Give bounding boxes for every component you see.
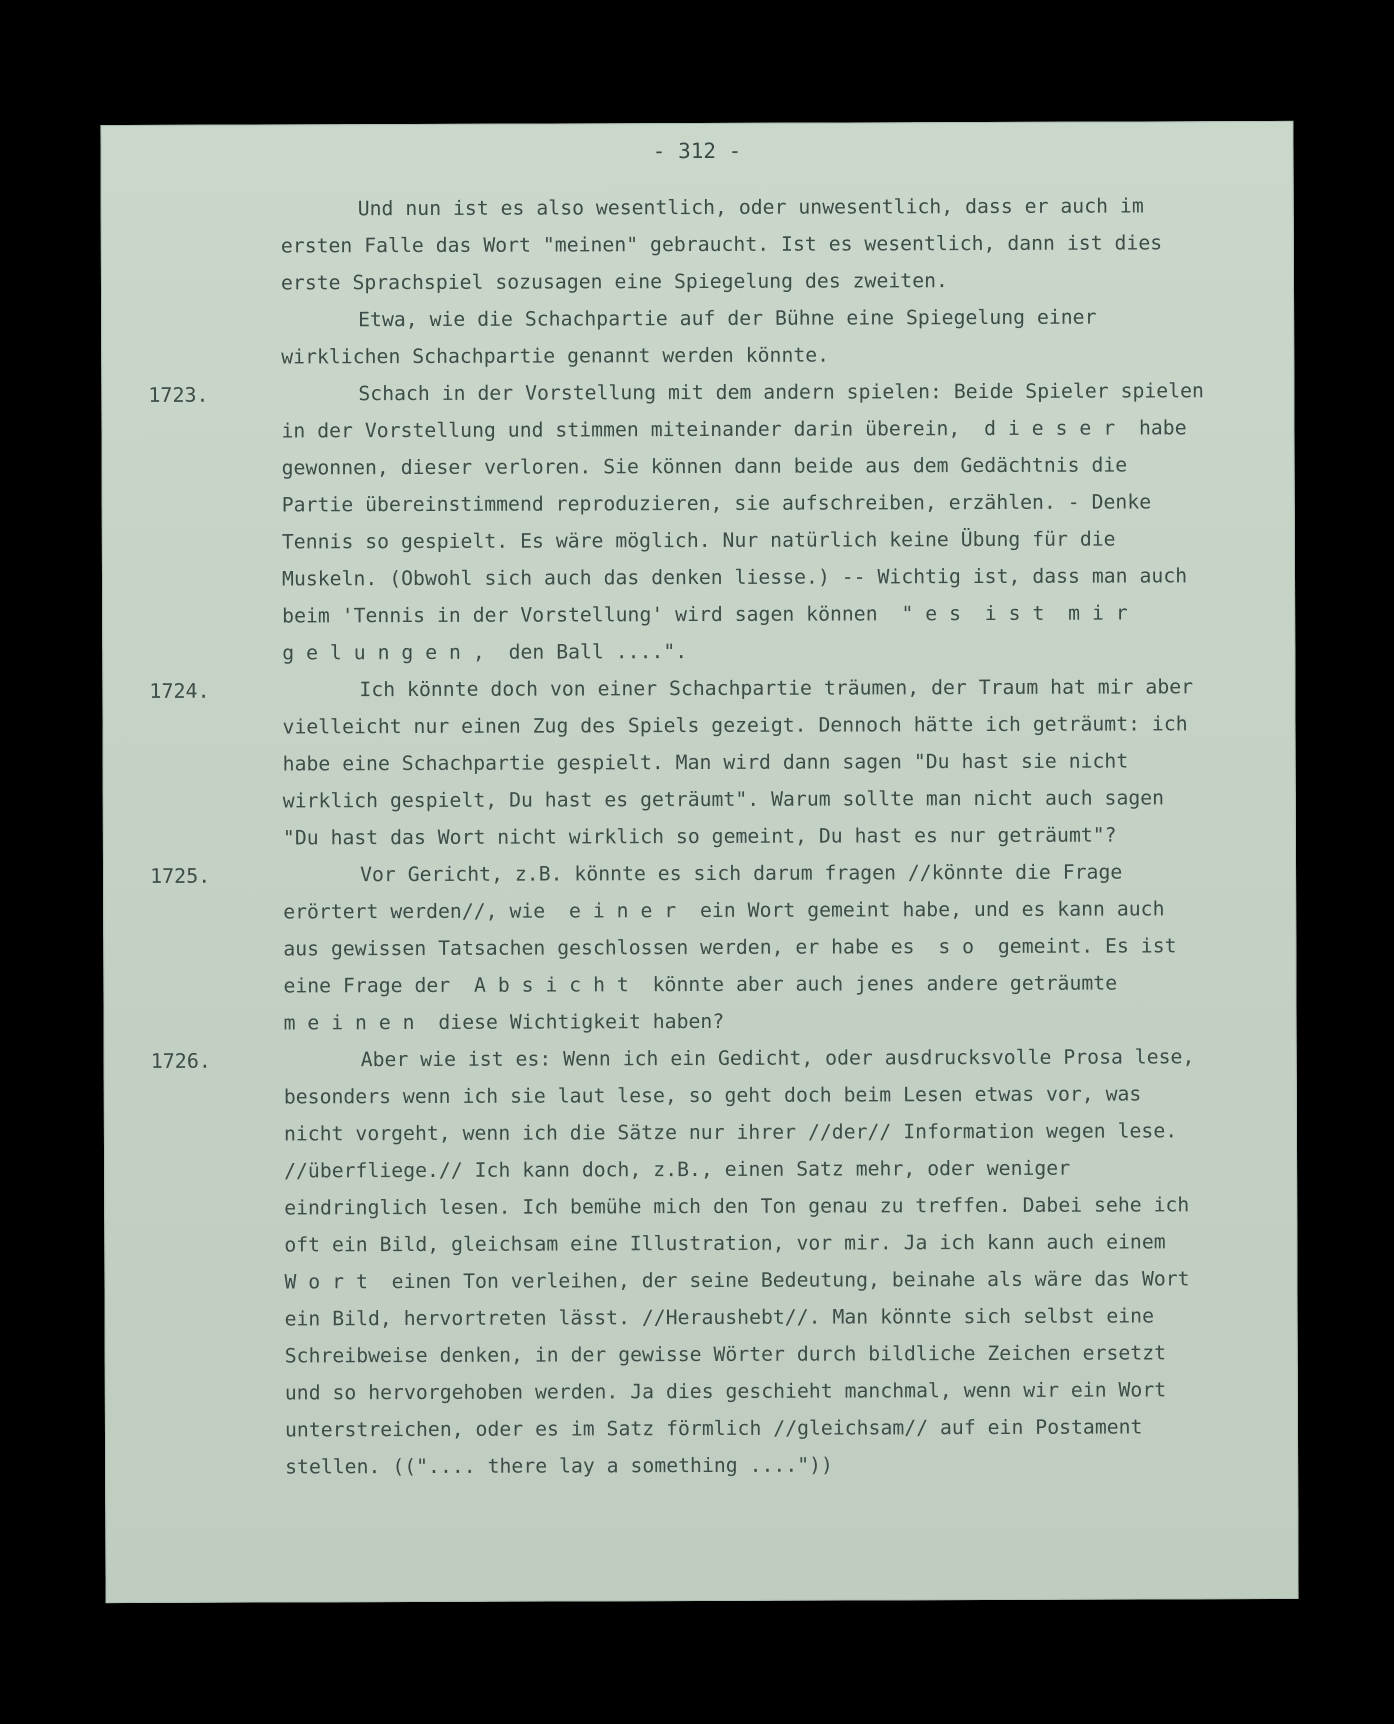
text-line: gewonnen, dieser verloren. Sie können dann beide aus dem Gedächtnis die xyxy=(281,453,1128,480)
text-line: erste Sprachspiel sozusagen eine Spiegelung des zweiten. xyxy=(280,269,948,295)
text-line: stellen. ((".... there lay a something ....")) xyxy=(285,1453,833,1479)
text-line: und so hervorgehoben werden. Ja dies geschieht manchmal, wenn wir ein Wort xyxy=(284,1378,1167,1405)
text-line: Ich könnte doch von einer Schachpartie träumen, der Traum hat mir aber xyxy=(359,675,1194,702)
text-line: erörtert werden//, wie e i n e r ein Wort gemeint habe, und es kann auch xyxy=(283,897,1165,924)
text-line: //überfliege.// Ich kann doch, z.B., einen Satz mehr, oder weniger xyxy=(284,1156,1071,1183)
text-line: Vor Gericht, z.B. könnte es sich darum fragen //könnte die Frage xyxy=(360,860,1123,887)
text-line: Aber wie ist es: Wenn ich ein Gedicht, oder ausdrucksvolle Prosa lese, xyxy=(360,1045,1195,1072)
text-line: unterstreichen, oder es im Satz förmlich //gleichsam// auf ein Postament xyxy=(284,1415,1143,1442)
text-line: Partie übereinstimmend reproduzieren, sie aufschreiben, erzählen. - Denke xyxy=(281,490,1152,517)
paragraph-number: 1723. xyxy=(148,382,209,407)
page-number: - 312 - xyxy=(652,138,742,164)
text-line: beim 'Tennis in der Vorstellung' wird sagen können " e s i s t m i r xyxy=(282,601,1128,628)
text-line: in der Vorstellung und stimmen miteinander darin überein, d i e s e r habe xyxy=(281,416,1187,443)
text-line: eindringlich lesen. Ich bemühe mich den Ton genau zu treffen. Dabei sehe ich xyxy=(284,1193,1190,1220)
text-line: Schreibweise denken, in der gewisse Wörter durch bildliche Zeichen ersetzt xyxy=(284,1341,1167,1368)
typescript-page xyxy=(100,121,1298,1603)
text-line: Muskeln. (Obwohl sich auch das denken liesse.) -- Wichtig ist, dass man auch xyxy=(281,564,1188,591)
text-line: g e l u n g e n , den Ball ....". xyxy=(282,640,688,665)
text-line: oft ein Bild, gleichsam eine Illustration, vor mir. Ja ich kann auch einem xyxy=(284,1230,1166,1257)
text-line: habe eine Schachpartie gespielt. Man wird dann sagen "Du hast sie nicht xyxy=(282,749,1129,776)
text-line: Tennis so gespielt. Es wäre möglich. Nur natürlich keine Übung für die xyxy=(281,527,1116,554)
text-line: ein Bild, hervortreten lässt. //Heraushebt//. Man könnte sich selbst eine xyxy=(284,1304,1155,1331)
text-line: eine Frage der A b s i c h t könnte aber auch jenes andere geträumte xyxy=(283,971,1118,998)
text-line: "Du hast das Wort nicht wirklich so gemeint, Du hast es nur geträumt"? xyxy=(282,823,1117,850)
text-line: m e i n e n diese Wichtigkeit haben? xyxy=(283,1009,725,1035)
paragraph-number: 1725. xyxy=(150,863,211,888)
text-line: W o r t einen Ton verleihen, der seine Bedeutung, beinahe als wäre das Wort xyxy=(284,1267,1190,1294)
text-line: wirklich gespielt, Du hast es geträumt". Warum sollte man nicht auch sagen xyxy=(282,786,1165,813)
text-line: besonders wenn ich sie laut lese, so geht doch beim Lesen etwas vor, was xyxy=(283,1082,1142,1109)
text-line: Schach in der Vorstellung mit dem andern spielen: Beide Spieler spielen xyxy=(358,379,1204,406)
text-line: nicht vorgeht, wenn ich die Sätze nur ihrer //der// Information wegen lese. xyxy=(283,1119,1178,1146)
paragraph-number: 1724. xyxy=(149,678,210,703)
paragraph-number: 1726. xyxy=(150,1048,211,1073)
text-line: ersten Falle das Wort "meinen" gebraucht. Ist es wesentlich, dann ist dies xyxy=(280,231,1163,258)
text-line: aus gewissen Tatsachen geschlossen werden, er habe es s o gemeint. Es ist xyxy=(283,934,1177,961)
text-line: Etwa, wie die Schachpartie auf der Bühne eine Spiegelung einer xyxy=(358,305,1097,332)
text-line: wirklichen Schachpartie genannt werden könnte. xyxy=(281,343,830,369)
text-line: Und nun ist es also wesentlich, oder unwesentlich, dass er auch im xyxy=(357,194,1144,221)
text-line: vielleicht nur einen Zug des Spiels gezeigt. Dennoch hätte ich geträumt: ich xyxy=(282,712,1188,739)
